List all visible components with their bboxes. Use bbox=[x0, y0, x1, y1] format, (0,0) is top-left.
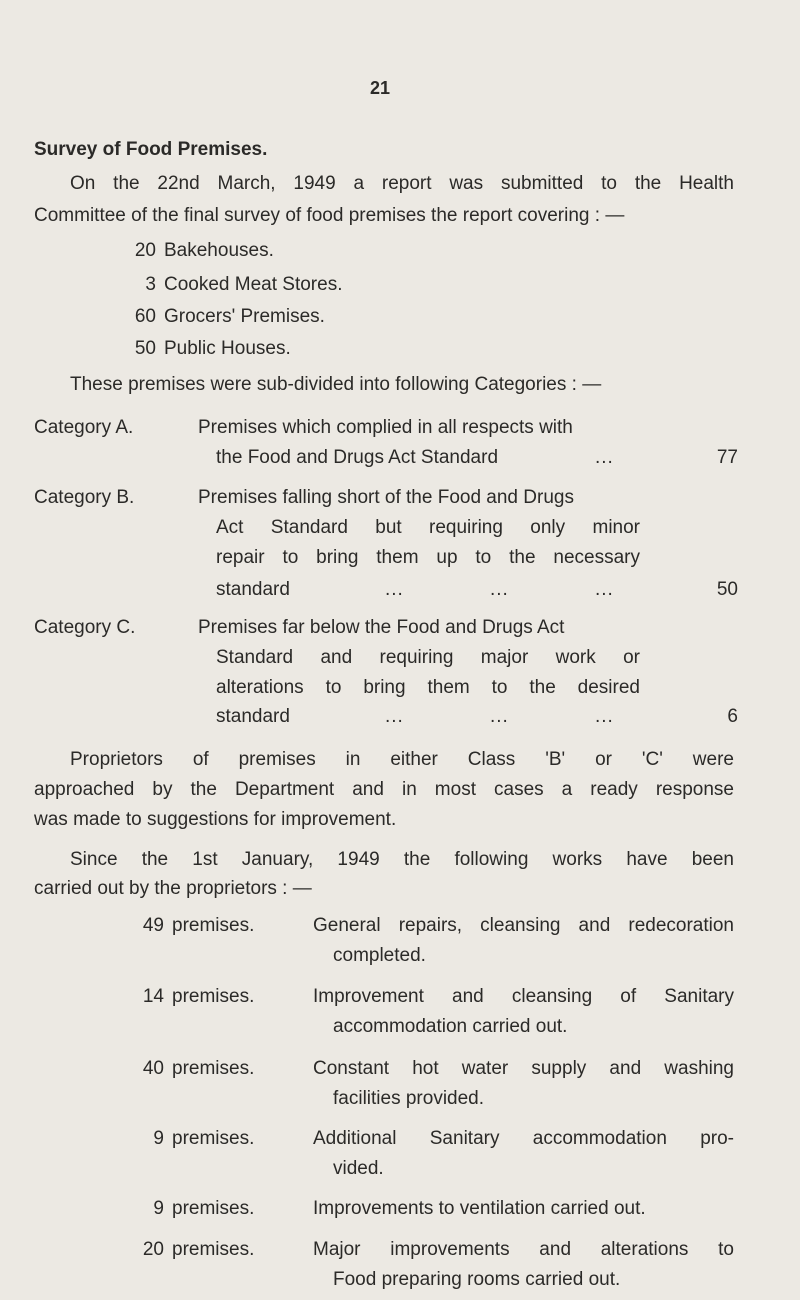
leader-dots: ... bbox=[385, 579, 404, 600]
work-count: 49 bbox=[142, 915, 164, 936]
work-line: facilities provided. bbox=[333, 1088, 485, 1109]
covered-label: Bakehouses. bbox=[164, 240, 274, 261]
work-count: 40 bbox=[142, 1058, 164, 1079]
category-name: Category A. bbox=[34, 417, 134, 438]
leader-dots: ... bbox=[490, 579, 509, 600]
intro-line-2: Committee of the final survey of food premises the report covering : — bbox=[34, 205, 625, 226]
leader-dots: ... bbox=[595, 579, 614, 600]
category-value: 6 bbox=[727, 706, 738, 727]
leader-dots: ... bbox=[490, 706, 509, 727]
category-line: alterations to bring them to the desired bbox=[216, 677, 640, 698]
work-count: 9 bbox=[153, 1198, 164, 1219]
section-heading: Survey of Food Premises. bbox=[34, 139, 268, 160]
work-line: Improvement and cleansing of Sanitary bbox=[313, 986, 734, 1007]
work-line: vided. bbox=[333, 1158, 384, 1179]
work-unit: premises. bbox=[172, 1128, 255, 1149]
leader-dots: ... bbox=[595, 706, 614, 727]
covered-count: 20 bbox=[134, 240, 156, 261]
work-count: 20 bbox=[142, 1239, 164, 1260]
page-number: 21 bbox=[369, 78, 391, 98]
category-value: 50 bbox=[716, 579, 738, 600]
covered-label: Public Houses. bbox=[164, 338, 291, 359]
category-line: Premises far below the Food and Drugs Act bbox=[198, 617, 565, 638]
covered-count: 50 bbox=[134, 338, 156, 359]
work-line: Additional Sanitary accommodation pro- bbox=[313, 1128, 734, 1149]
category-line: standard bbox=[216, 579, 290, 600]
category-line: Premises which complied in all respects with bbox=[198, 417, 573, 438]
proprietors-line-3: was made to suggestions for improvement. bbox=[34, 809, 397, 830]
covered-count: 60 bbox=[134, 306, 156, 327]
covered-label: Cooked Meat Stores. bbox=[164, 274, 343, 295]
proprietors-line-1: Proprietors of premises in either Class 'B' or 'C' were bbox=[70, 749, 734, 770]
category-value: 77 bbox=[716, 447, 738, 468]
category-name: Category B. bbox=[34, 487, 135, 508]
work-unit: premises. bbox=[172, 915, 255, 936]
since-line-1: Since the 1st January, 1949 the following works have been bbox=[70, 849, 734, 870]
work-count: 14 bbox=[142, 986, 164, 1007]
category-line: Premises falling short of the Food and Drugs bbox=[198, 487, 574, 508]
subdivided-text: These premises were sub-divided into following Categories : — bbox=[70, 374, 602, 395]
category-line: the Food and Drugs Act Standard bbox=[216, 447, 499, 468]
category-line: Act Standard but requiring only minor bbox=[216, 517, 640, 538]
work-count: 9 bbox=[153, 1128, 164, 1149]
category-line: Standard and requiring major work or bbox=[216, 647, 640, 668]
work-unit: premises. bbox=[172, 1239, 255, 1260]
leader-dots: ... bbox=[595, 447, 614, 468]
work-line: Food preparing rooms carried out. bbox=[333, 1269, 621, 1290]
covered-count: 3 bbox=[145, 274, 156, 295]
work-line: Major improvements and alterations to bbox=[313, 1239, 734, 1260]
intro-line-1: On the 22nd March, 1949 a report was submitted to the Health bbox=[70, 173, 734, 194]
category-line: repair to bring them up to the necessary bbox=[216, 547, 640, 568]
work-unit: premises. bbox=[172, 986, 255, 1007]
work-line: completed. bbox=[333, 945, 426, 966]
work-unit: premises. bbox=[172, 1058, 255, 1079]
covered-label: Grocers' Premises. bbox=[164, 306, 325, 327]
work-unit: premises. bbox=[172, 1198, 255, 1219]
category-name: Category C. bbox=[34, 617, 136, 638]
work-line: Improvements to ventilation carried out. bbox=[313, 1198, 646, 1219]
work-line: accommodation carried out. bbox=[333, 1016, 568, 1037]
proprietors-line-2: approached by the Department and in most cases a ready response bbox=[34, 779, 734, 800]
work-line: General repairs, cleansing and redecoration bbox=[313, 915, 734, 936]
since-line-2: carried out by the proprietors : — bbox=[34, 878, 312, 899]
leader-dots: ... bbox=[385, 706, 404, 727]
work-line: Constant hot water supply and washing bbox=[313, 1058, 734, 1079]
category-line: standard bbox=[216, 706, 290, 727]
